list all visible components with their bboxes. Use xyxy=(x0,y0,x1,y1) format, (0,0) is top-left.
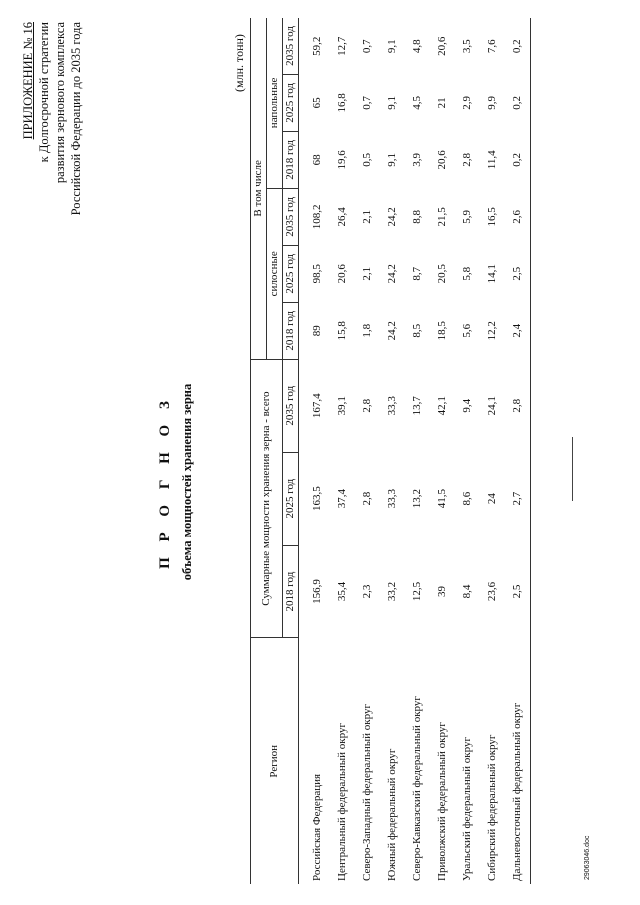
appendix-line-3: развития зернового комплекса xyxy=(53,22,67,184)
value-cell: 156,9 xyxy=(311,579,323,604)
value-cell: 8,8 xyxy=(411,209,423,224)
value-cell: 0,2 xyxy=(505,131,531,188)
value-cell: 12,5 xyxy=(411,581,423,602)
table-row xyxy=(380,18,405,884)
value-cell: 0,2 xyxy=(505,74,531,131)
year-header: 2018 год xyxy=(283,302,299,359)
value-cell: 5,8 xyxy=(461,266,473,281)
value-cell: 8,7 xyxy=(411,266,423,281)
value-cell: 0,2 xyxy=(505,18,531,74)
value-cell: 2,8 xyxy=(361,491,373,506)
value-cell: 21 xyxy=(436,97,448,109)
value-cell: 0,5 xyxy=(361,152,373,167)
value-cell: 163,5 xyxy=(311,486,323,511)
table-row xyxy=(299,18,331,884)
value-cell: 9,4 xyxy=(461,398,473,413)
year-header: 2035 год xyxy=(283,188,299,245)
value-cell: 5,9 xyxy=(461,209,473,224)
value-cell: 33,3 xyxy=(386,489,398,509)
value-cell: 11,4 xyxy=(486,150,498,170)
value-cell: 4,8 xyxy=(411,39,423,54)
document-title: П Р О Г Н О З xyxy=(157,395,173,569)
value-cell: 33,3 xyxy=(386,396,398,416)
appendix-number: ПРИЛОЖЕНИЕ № 16 xyxy=(21,22,35,140)
rotated-page-content xyxy=(12,12,632,892)
value-cell: 21,5 xyxy=(436,207,448,227)
value-cell: 24 xyxy=(486,493,498,505)
value-cell: 2,3 xyxy=(361,584,373,599)
value-cell: 2,8 xyxy=(361,398,373,413)
value-cell: 3,5 xyxy=(461,39,473,54)
table-row xyxy=(330,18,355,884)
table-row xyxy=(505,18,531,884)
value-cell: 89 xyxy=(311,325,323,337)
region-name: Северо-Западный федеральный округ xyxy=(361,703,373,881)
forecast-table xyxy=(250,18,531,884)
year-header: 2025 год xyxy=(283,452,299,545)
region-name: Уральский федеральный округ xyxy=(461,736,473,881)
value-cell: 5,6 xyxy=(461,323,473,338)
value-cell: 167,4 xyxy=(311,393,323,419)
value-cell: 24,2 xyxy=(386,207,398,227)
value-cell: 9,9 xyxy=(486,96,498,110)
silo-header: силосные xyxy=(267,188,283,359)
value-cell: 35,4 xyxy=(336,581,348,602)
value-cell: 39 xyxy=(436,586,448,598)
value-cell: 20,6 xyxy=(436,36,448,56)
value-cell: 2,5 xyxy=(505,545,531,638)
value-cell: 2,5 xyxy=(505,245,531,302)
year-header: 2018 год xyxy=(283,545,299,638)
region-column-header: Регион xyxy=(251,638,299,884)
region-name: Северо-Кавказский федеральный округ xyxy=(411,696,423,881)
table-body xyxy=(299,18,531,884)
value-cell: 8,4 xyxy=(461,584,473,599)
value-cell: 98,5 xyxy=(311,264,323,284)
value-cell: 20,5 xyxy=(436,264,448,284)
total-capacity-header: Суммарные мощности хранения зерна - всего xyxy=(251,359,283,638)
value-cell: 15,8 xyxy=(336,321,348,341)
value-cell: 16,8 xyxy=(336,93,348,113)
value-cell: 0,7 xyxy=(361,39,373,54)
value-cell: 2,8 xyxy=(505,359,531,452)
year-header: 2035 год xyxy=(283,18,299,74)
value-cell: 2,1 xyxy=(361,209,373,224)
appendix-line-4: Российской Федерации до 2035 года xyxy=(69,22,83,216)
value-cell: 13,7 xyxy=(411,396,423,416)
table-row xyxy=(455,18,480,884)
value-cell: 1,8 xyxy=(361,323,373,338)
value-cell: 9,1 xyxy=(386,152,398,167)
region-name: Приволжский федеральный округ xyxy=(436,722,448,881)
value-cell: 16,5 xyxy=(486,207,498,227)
value-cell: 9,1 xyxy=(386,39,398,54)
value-cell: 7,6 xyxy=(486,39,498,54)
value-cell: 8,6 xyxy=(461,491,473,506)
value-cell: 19,6 xyxy=(336,150,348,170)
value-cell: 68 xyxy=(311,154,323,166)
table-row xyxy=(430,18,455,884)
value-cell: 20,6 xyxy=(336,264,348,284)
year-header: 2025 год xyxy=(283,245,299,302)
separator-line xyxy=(572,437,573,501)
value-cell: 8,5 xyxy=(411,323,423,338)
appendix-header xyxy=(20,22,84,272)
value-cell: 18,5 xyxy=(436,321,448,341)
value-cell: 42,1 xyxy=(436,396,448,416)
value-cell: 41,5 xyxy=(436,489,448,509)
table-row xyxy=(405,18,430,884)
including-header: В том числе xyxy=(251,18,267,359)
value-cell: 26,4 xyxy=(336,207,348,227)
region-name: Дальневосточный федеральный округ xyxy=(505,638,531,884)
value-cell: 33,2 xyxy=(386,581,398,602)
region-name: Российская Федерация xyxy=(311,773,323,881)
value-cell: 4,5 xyxy=(411,96,423,110)
value-cell: 13,2 xyxy=(411,489,423,509)
value-cell: 39,1 xyxy=(336,396,348,416)
document-code: 29063046.doc xyxy=(584,835,591,880)
value-cell: 24,1 xyxy=(486,396,498,416)
floor-header: напольные xyxy=(267,18,283,188)
value-cell: 23,6 xyxy=(486,581,498,602)
value-cell: 12,2 xyxy=(486,321,498,341)
value-cell: 65 xyxy=(311,97,323,109)
value-cell: 3,9 xyxy=(411,152,423,167)
value-cell: 59,2 xyxy=(311,36,323,56)
units-label: (млн. тонн) xyxy=(232,34,246,92)
value-cell: 2,9 xyxy=(461,96,473,110)
value-cell: 2,6 xyxy=(505,188,531,245)
value-cell: 24,2 xyxy=(386,321,398,341)
table-row xyxy=(355,18,380,884)
value-cell: 37,4 xyxy=(336,489,348,509)
value-cell: 9,1 xyxy=(386,96,398,110)
appendix-line-2: к Долгосрочной стратегии xyxy=(37,22,51,163)
year-header: 2025 год xyxy=(283,74,299,131)
value-cell: 2,7 xyxy=(505,452,531,545)
value-cell: 2,8 xyxy=(461,152,473,167)
value-cell: 12,7 xyxy=(336,36,348,56)
year-header: 2035 год xyxy=(283,359,299,452)
value-cell: 0,7 xyxy=(361,96,373,110)
region-name: Южный федеральный округ xyxy=(386,748,398,881)
region-name: Сибирский федеральный округ xyxy=(486,734,498,881)
value-cell: 108,2 xyxy=(311,204,323,230)
value-cell: 2,4 xyxy=(505,302,531,359)
value-cell: 2,1 xyxy=(361,266,373,281)
document-subtitle: объема мощностей хранения зерна xyxy=(180,383,194,581)
value-cell: 24,2 xyxy=(386,264,398,284)
value-cell: 14,1 xyxy=(486,264,498,284)
value-cell: 20,6 xyxy=(436,150,448,170)
table-row xyxy=(480,18,505,884)
region-name: Центральный федеральный округ xyxy=(336,722,348,881)
year-header: 2018 год xyxy=(283,131,299,188)
